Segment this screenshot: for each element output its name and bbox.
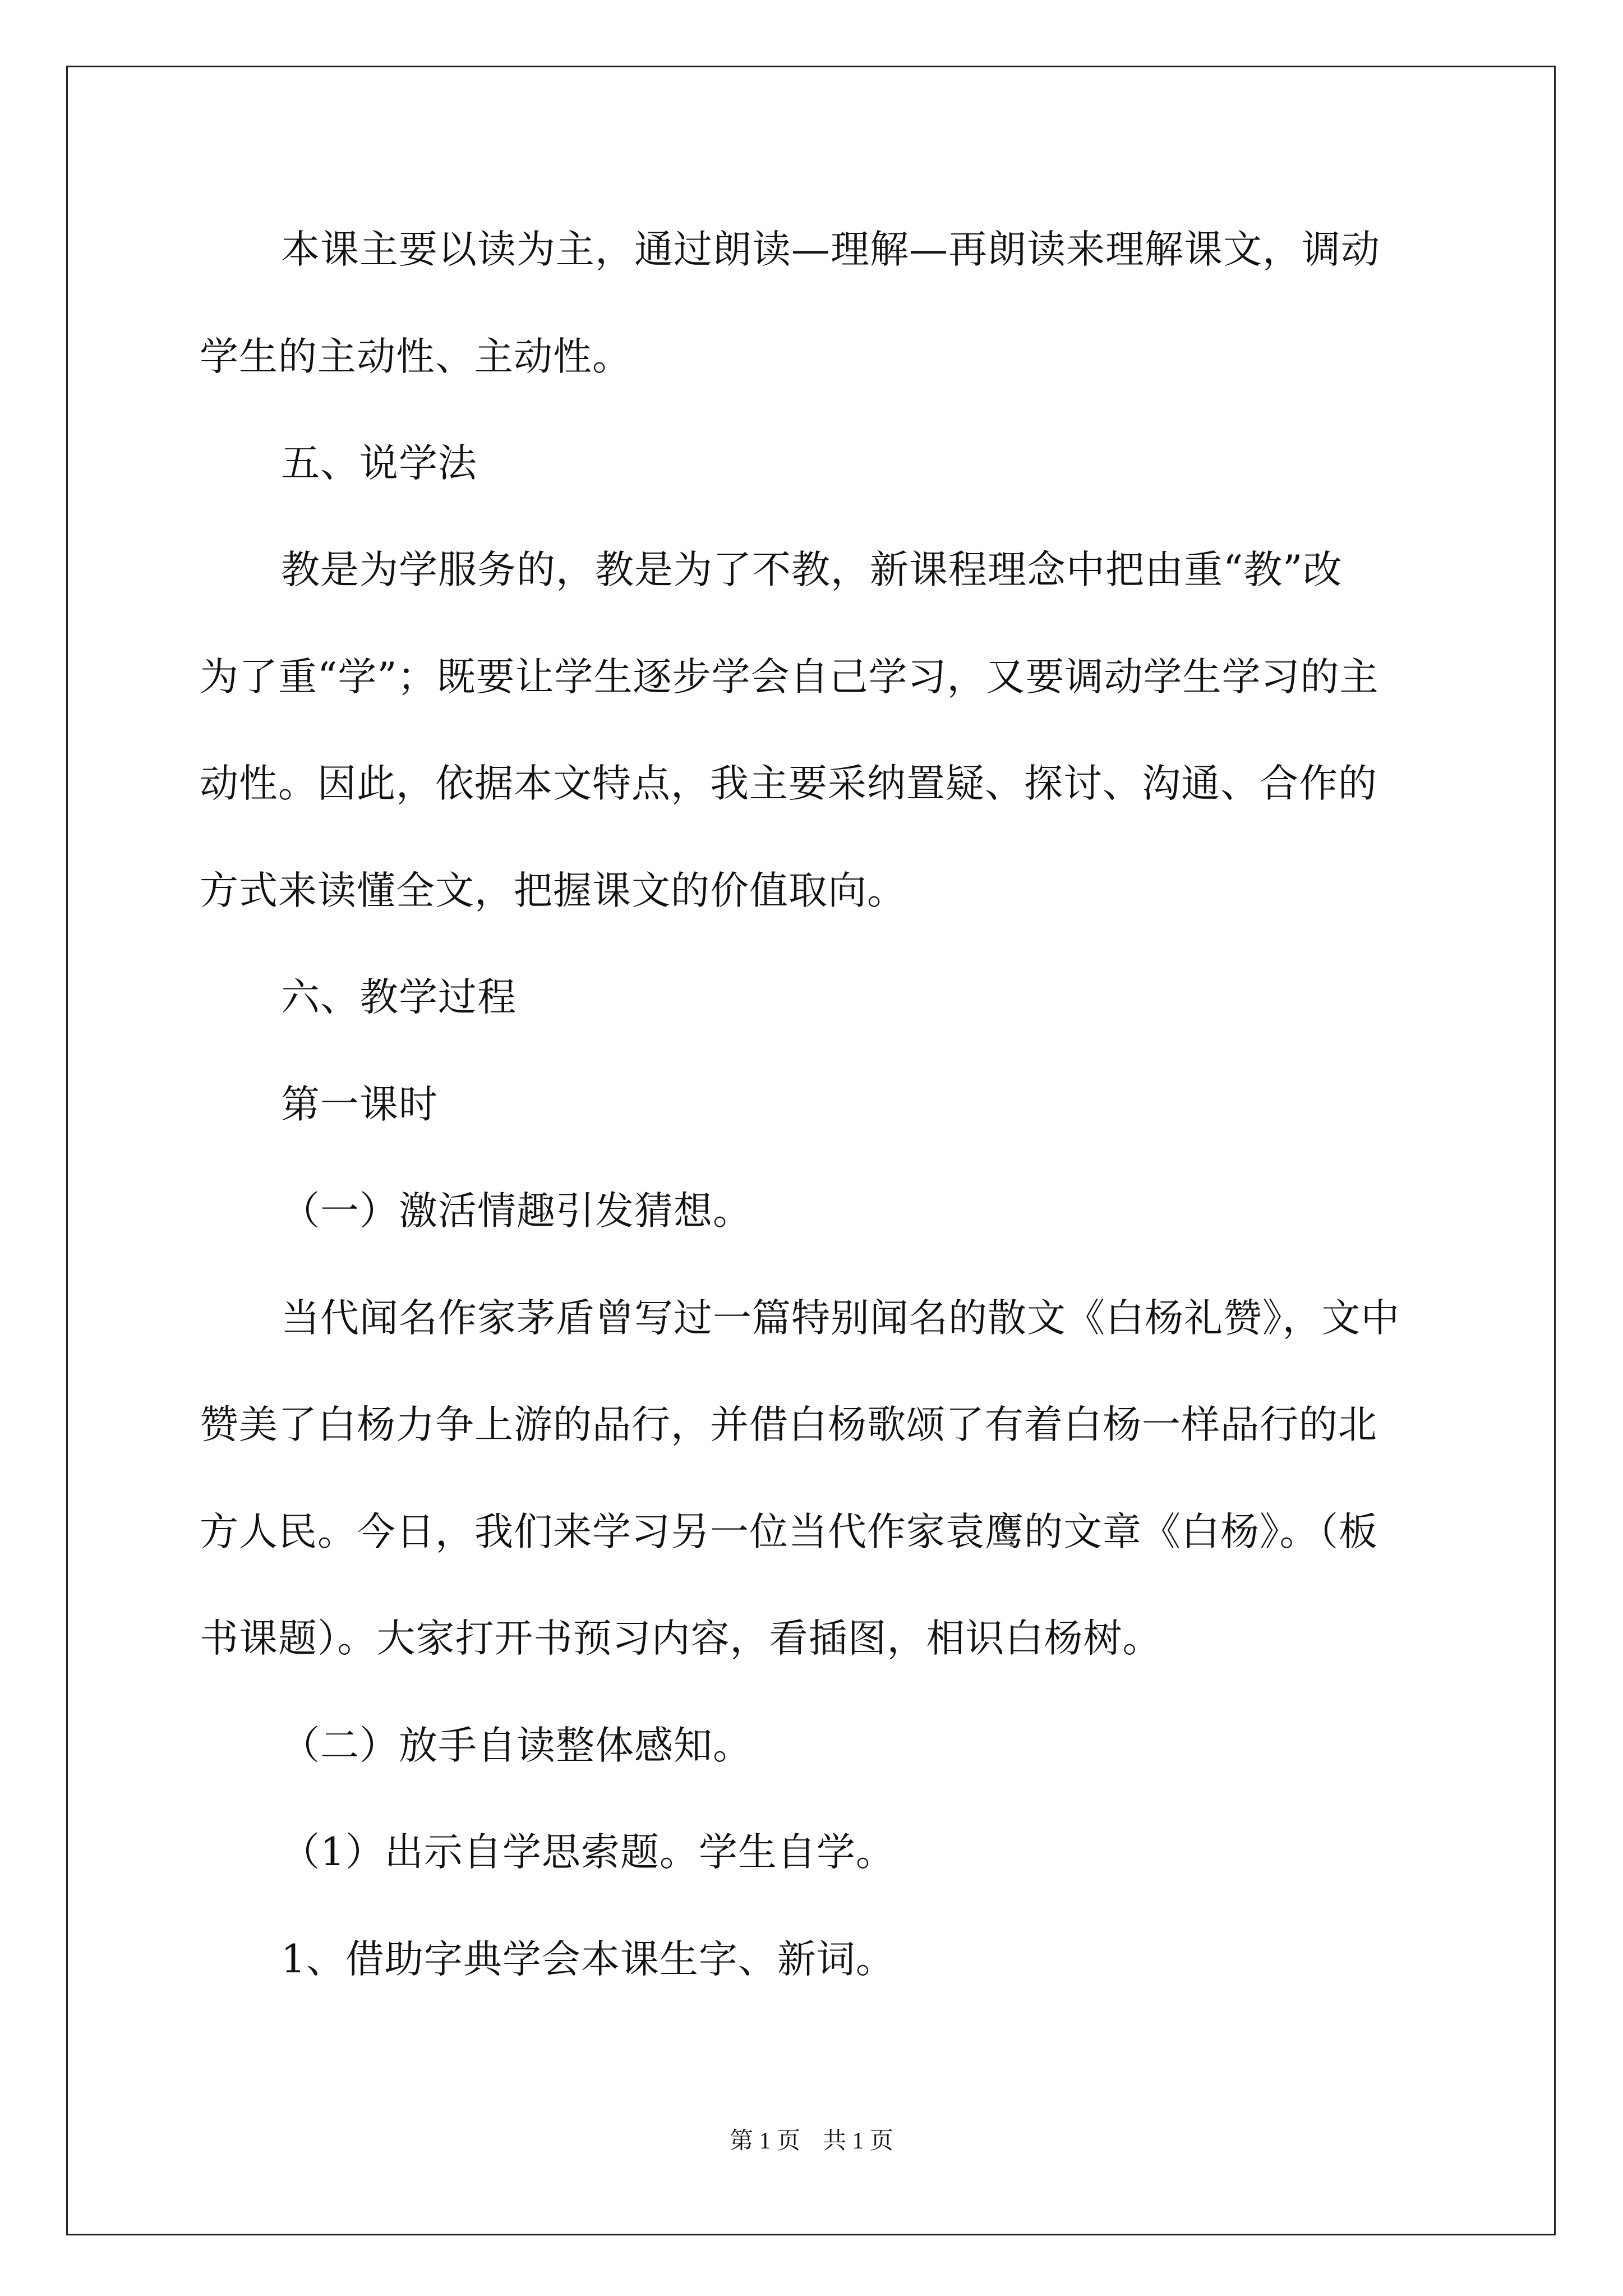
paragraph-line: 1、借助字典学会本课生字、新词。 xyxy=(281,1937,895,1982)
paragraph-line: 方人民。今日，我们来学习另一位当代作家袁鹰的文章《白杨》。（板 xyxy=(200,1510,1378,1554)
paragraph-line: 动性。因此，依据本文特点，我主要采纳置疑、探讨、沟通、合作的 xyxy=(200,761,1377,806)
page-border xyxy=(66,66,1556,2235)
paragraph-line: 方式来读懂全文，把握课文的价值取向。 xyxy=(200,868,906,913)
section-heading: 五、说学法 xyxy=(281,441,477,486)
paragraph-line: 当代闻名作家茅盾曾写过一篇特别闻名的散文《白杨礼赞》，文中 xyxy=(281,1296,1400,1341)
subsection-heading: （二）放手自读整体感知。 xyxy=(281,1723,752,1768)
paragraph-line: 为了重“学”；既要让学生逐步学会自己学习，又要调动学生学习的主 xyxy=(200,655,1379,700)
paragraph-line: 学生的主动性、主动性。 xyxy=(200,334,631,379)
paragraph-line: 书课题）。大家打开书预习内容，看插图，相识白杨树。 xyxy=(200,1616,1162,1661)
page-footer xyxy=(0,2127,1623,2155)
paragraph-line: 赞美了白杨力争上游的品行，并借白杨歌颂了有着白杨一样品行的北 xyxy=(200,1402,1377,1447)
subsection-heading: 第一课时 xyxy=(281,1082,438,1127)
subsection-heading: （一）激活情趣引发猜想。 xyxy=(281,1189,752,1234)
paragraph-line: 教是为学服务的，教是为了不教，新课程理念中把由重“教”改 xyxy=(281,547,1343,592)
paragraph-line: 本课主要以读为主，通过朗读—理解—再朗读来理解课文，调动 xyxy=(281,227,1380,272)
page-number: 第 1 页 xyxy=(729,2128,800,2154)
page-total: 共 1 页 xyxy=(823,2128,894,2154)
section-heading: 六、教学过程 xyxy=(281,975,517,1020)
paragraph-line: （1）出示自学思索题。学生自学。 xyxy=(281,1830,895,1875)
